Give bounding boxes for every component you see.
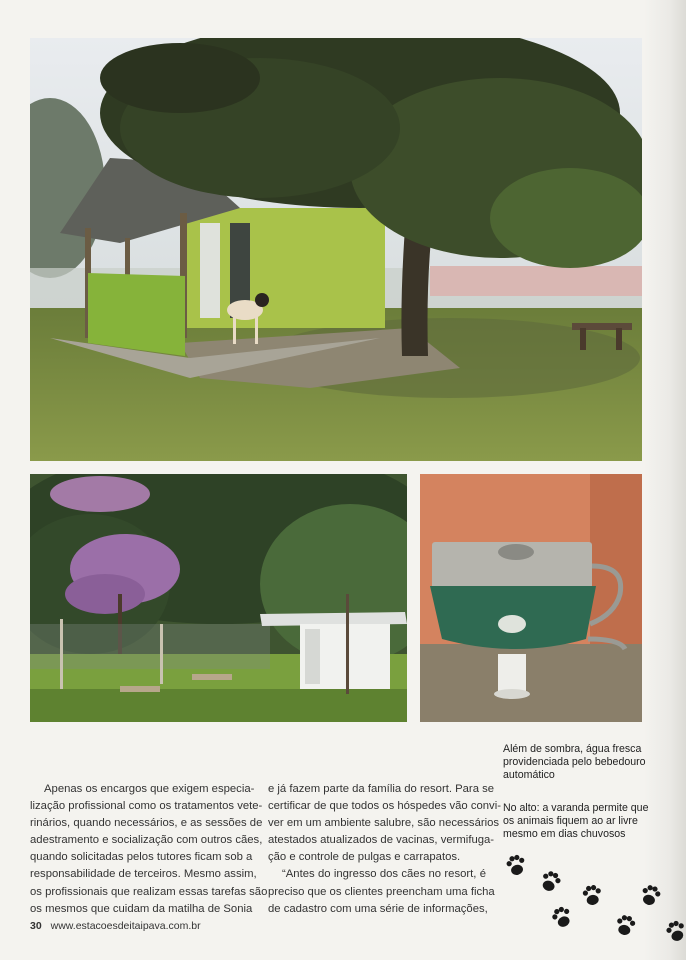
text-line: os profissionais que realizam essas tarefas são (30, 885, 268, 898)
photo-kennel-veranda (30, 38, 642, 461)
text-line: os mesmos que cuidam da matilha de Sonia (30, 902, 253, 915)
paw-print-icon (539, 869, 563, 894)
paw-print-icon (664, 919, 686, 944)
paw-print-icon (550, 904, 575, 929)
paw-print-icon (505, 853, 528, 877)
paw-print-icon (639, 884, 662, 908)
text-line: Apenas os encargos que exigem especia- (44, 783, 255, 795)
text-line: quando solicitadas pelos tutores ficam sob a (30, 851, 253, 864)
photo-garden-kennel (30, 474, 407, 722)
text-line: “Antes do ingresso dos cães no resort, é (282, 868, 486, 881)
photo-water-fountain (420, 474, 642, 722)
text-line: lização profissional como os tratamentos vete- (30, 800, 263, 813)
photo-caption-veranda: No alto: a varanda permite que os animais fiquem ao ar livre mesmo em dias chuvosos (503, 802, 649, 840)
photo-caption-fountain: Além de sombra, água fresca providenciada pelo bebedouro automático (503, 743, 646, 781)
text-line: ver em um ambiente salubre, são necessários (268, 817, 500, 830)
text-line: e já fazem parte da família do resort. Para se (268, 783, 495, 795)
page-footer (30, 920, 201, 932)
text-line: certificar de que todos os hóspedes vão convi- (268, 800, 501, 813)
text-line: preciso que os clientes preencham uma ficha (268, 885, 495, 898)
paw-print-icon (615, 914, 636, 936)
text-line: atestados atualizados de vacinas, vermifuga- (268, 834, 495, 847)
text-line: adestramento e socialização com outros cães, (30, 834, 263, 847)
body-column-1 (30, 781, 268, 918)
page-number: 30 (30, 920, 42, 932)
text-line: rinários, quando necessários, e as sessões de (30, 817, 263, 830)
text-line: ção e controle de pulgas e carrapatos. (268, 851, 461, 864)
text-line: responsabilidade de terceiros. Mesmo assim, (30, 868, 257, 881)
body-column-2 (268, 781, 501, 918)
paw-prints-decoration (500, 850, 686, 950)
paw-print-icon (582, 884, 603, 906)
footer-url[interactable]: www.estacoesdeitaipava.com.br (50, 920, 201, 932)
text-line: de cadastro com uma série de informações, (268, 902, 488, 915)
